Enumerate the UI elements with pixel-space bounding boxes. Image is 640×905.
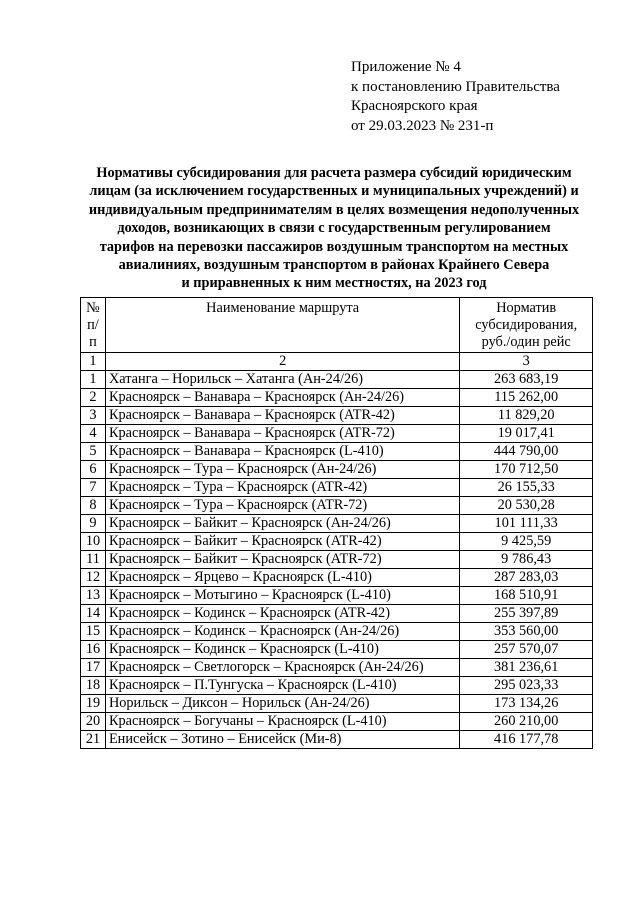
route-name: Красноярск – Байкит – Красноярск (ATR-42) — [105, 533, 459, 551]
header-norm-line1: Норматив — [496, 300, 557, 316]
column-number-row — [81, 353, 593, 371]
subsidy-value: 416 177,78 — [460, 731, 593, 749]
route-name: Красноярск – Кодинск – Красноярск (Ан-24/26) — [105, 623, 459, 641]
header-number-line1: № — [86, 300, 100, 316]
subsidy-value: 101 111,33 — [460, 515, 593, 533]
title-line: Нормативы субсидирования для расчета размера субсидий юридическим — [96, 165, 572, 181]
table-row — [81, 659, 593, 677]
table-row — [81, 533, 593, 551]
route-name: Красноярск – Тура – Красноярск (ATR-72) — [105, 497, 459, 515]
subsidy-value: 263 683,19 — [460, 371, 593, 389]
subsidy-value: 9 786,43 — [460, 551, 593, 569]
subsidy-value: 11 829,20 — [460, 407, 593, 425]
route-name: Красноярск – Тура – Красноярск (Ан-24/26) — [105, 461, 459, 479]
table-row — [81, 407, 593, 425]
row-number: 2 — [81, 389, 106, 407]
route-name: Красноярск – Ванавара – Красноярск (L-410) — [105, 443, 459, 461]
document-title — [66, 164, 602, 293]
route-name: Енисейск – Зотино – Енисейск (Ми-8) — [105, 731, 459, 749]
row-number: 8 — [81, 497, 106, 515]
table-row — [81, 425, 593, 443]
route-name: Красноярск – Байкит – Красноярск (ATR-72) — [105, 551, 459, 569]
header-number-line2: п/п — [87, 317, 99, 350]
row-number: 21 — [81, 731, 106, 749]
table-row — [81, 731, 593, 749]
row-number: 20 — [81, 713, 106, 731]
subsidy-value: 20 530,28 — [460, 497, 593, 515]
title-line: индивидуальным предпринимателям в целях возмещения недополученных — [88, 201, 580, 218]
table-row — [81, 371, 593, 389]
row-number: 3 — [81, 407, 106, 425]
subsidy-value: 381 236,61 — [460, 659, 593, 677]
route-name: Норильск – Диксон – Норильск (Ан-24/26) — [105, 695, 459, 713]
header-route: Наименование маршрута — [105, 298, 459, 353]
route-name: Хатанга – Норильск – Хатанга (Ан-24/26) — [105, 371, 459, 389]
route-name: Красноярск – Тура – Красноярск (ATR-42) — [105, 479, 459, 497]
row-number: 19 — [81, 695, 106, 713]
route-name: Красноярск – Ванавара – Красноярск (Ан-24/26) — [105, 389, 459, 407]
route-name: Красноярск – П.Тунгуска – Красноярск (L-410) — [105, 677, 459, 695]
column-number: 1 — [81, 353, 106, 371]
row-number: 14 — [81, 605, 106, 623]
subsidy-value: 444 790,00 — [460, 443, 593, 461]
table-row — [81, 551, 593, 569]
route-name: Красноярск – Ванавара – Красноярск (ATR-42) — [105, 407, 459, 425]
table-body — [81, 371, 593, 749]
route-name: Красноярск – Мотыгино – Красноярск (L-410) — [105, 587, 459, 605]
subsidy-value: 173 134,26 — [460, 695, 593, 713]
row-number: 9 — [81, 515, 106, 533]
appendix-region: Красноярского края — [351, 98, 478, 114]
title-line: тарифов на перевозки пассажиров воздушным транспортом на местных — [99, 238, 569, 255]
row-number: 1 — [81, 371, 106, 389]
table-row — [81, 389, 593, 407]
row-number: 6 — [81, 461, 106, 479]
subsidy-value: 170 712,50 — [460, 461, 593, 479]
table-row — [81, 497, 593, 515]
row-number: 13 — [81, 587, 106, 605]
row-number: 11 — [81, 551, 106, 569]
header-number — [81, 298, 106, 353]
title-line: авиалиниях, воздушным транспортом в районах Крайнего Севера — [118, 257, 550, 274]
row-number: 4 — [81, 425, 106, 443]
route-name: Красноярск – Кодинск – Красноярск (ATR-42) — [105, 605, 459, 623]
route-name: Красноярск – Байкит – Красноярск (Ан-24/26) — [105, 515, 459, 533]
table-row — [81, 515, 593, 533]
appendix-resolution: к постановлению Правительства — [351, 78, 560, 95]
appendix-block — [351, 58, 560, 136]
table-row — [81, 605, 593, 623]
row-number: 12 — [81, 569, 106, 587]
subsidy-value: 353 560,00 — [460, 623, 593, 641]
column-number: 3 — [460, 353, 593, 371]
header-norm — [460, 298, 593, 353]
route-name: Красноярск – Богучаны – Красноярск (L-410) — [105, 713, 459, 731]
route-name: Красноярск – Ярцево – Красноярск (L-410) — [105, 569, 459, 587]
subsidy-value: 168 510,91 — [460, 587, 593, 605]
subsidy-value: 255 397,89 — [460, 605, 593, 623]
row-number: 16 — [81, 641, 106, 659]
header-norm-line3: руб./один рейс — [481, 334, 571, 350]
table-row — [81, 443, 593, 461]
subsidy-value: 9 425,59 — [460, 533, 593, 551]
subsidy-table — [80, 297, 593, 749]
table-row — [81, 641, 593, 659]
appendix-date: от 29.03.2023 № 231-п — [351, 117, 494, 134]
table-row — [81, 623, 593, 641]
table-row — [81, 461, 593, 479]
subsidy-value: 287 283,03 — [460, 569, 593, 587]
route-name: Красноярск – Ванавара – Красноярск (ATR-72) — [105, 425, 459, 443]
table-row — [81, 479, 593, 497]
table-header-row — [81, 298, 593, 353]
title-line: и приравненных к ним местностях, на 2023 год — [181, 275, 487, 292]
subsidy-value: 295 023,33 — [460, 677, 593, 695]
subsidy-value: 260 210,00 — [460, 713, 593, 731]
table-row — [81, 713, 593, 731]
table-row — [81, 677, 593, 695]
route-name: Красноярск – Светлогорск – Красноярск (Ан-24/26) — [105, 659, 459, 677]
title-line: лицам (за исключением государственных и муниципальных учреждений) и — [89, 183, 579, 200]
row-number: 10 — [81, 533, 106, 551]
header-norm-line2: субсидирования, — [475, 317, 578, 333]
table-row — [81, 695, 593, 713]
row-number: 5 — [81, 443, 106, 461]
appendix-number: Приложение № 4 — [351, 59, 461, 75]
row-number: 15 — [81, 623, 106, 641]
title-line: доходов, возникающих в связи с государственным регулированием — [117, 220, 551, 237]
row-number: 17 — [81, 659, 106, 677]
subsidy-value: 115 262,00 — [460, 389, 593, 407]
table-row — [81, 569, 593, 587]
subsidy-value: 19 017,41 — [460, 425, 593, 443]
subsidy-value: 26 155,33 — [460, 479, 593, 497]
row-number: 7 — [81, 479, 106, 497]
column-number: 2 — [105, 353, 459, 371]
table-row — [81, 587, 593, 605]
route-name: Красноярск – Кодинск – Красноярск (L-410) — [105, 641, 459, 659]
row-number: 18 — [81, 677, 106, 695]
subsidy-value: 257 570,07 — [460, 641, 593, 659]
